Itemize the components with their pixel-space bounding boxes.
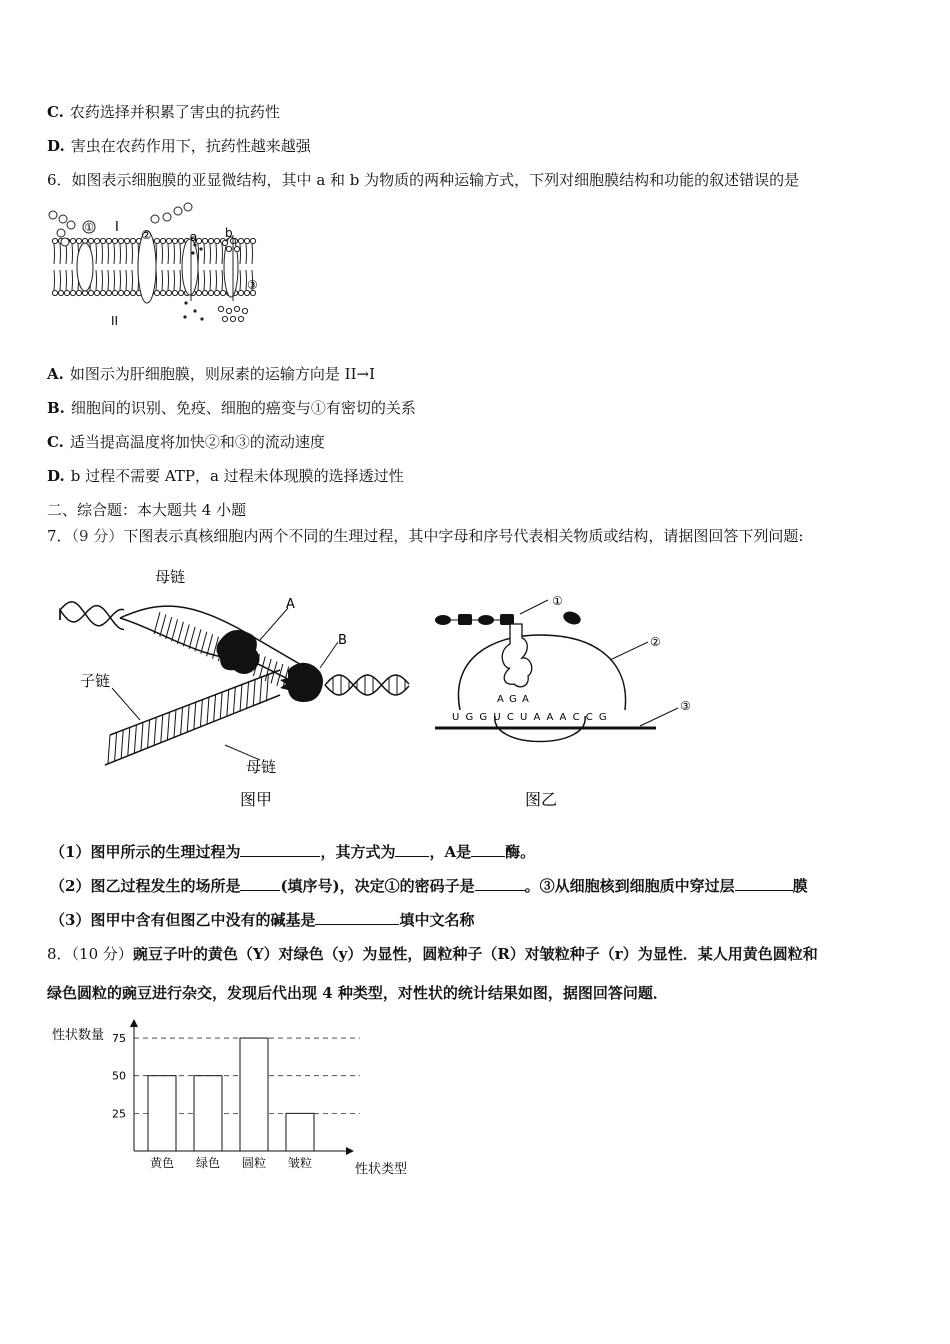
base-pair xyxy=(115,732,117,760)
question-number: 8． xyxy=(47,945,72,963)
question-score: （10 分） xyxy=(71,945,133,963)
pointer-2 xyxy=(610,642,648,660)
question-score: （9 分） xyxy=(71,527,124,545)
base-pair xyxy=(253,679,255,707)
y-axis-label: 性状数量 xyxy=(52,1028,105,1043)
base-pair xyxy=(177,622,183,644)
lipid-tail xyxy=(54,270,55,290)
lipid-tail xyxy=(216,270,217,290)
label-I: I xyxy=(115,220,119,235)
lipid-tail xyxy=(168,244,169,264)
base-pair xyxy=(266,674,268,702)
label-1: ① xyxy=(84,221,94,234)
base-pair xyxy=(161,715,163,743)
lipid-tail xyxy=(162,244,163,264)
lipid-tail xyxy=(114,244,115,264)
base-pair xyxy=(141,722,143,750)
lipid-head xyxy=(130,290,135,295)
lipid-head xyxy=(124,290,129,295)
lipid-head xyxy=(52,290,57,295)
option-text: 害虫在农药作用下，抗药性越来越强 xyxy=(70,137,311,155)
answer-blank[interactable] xyxy=(395,842,429,857)
peptide-chain xyxy=(435,609,583,626)
lower-hatch xyxy=(108,674,268,763)
lipid-head xyxy=(100,290,105,295)
section-title: 二、综合题：本大题共 4 小题 xyxy=(47,501,247,519)
lipid-tail xyxy=(132,270,133,290)
lipid-head xyxy=(250,238,255,243)
label-mother-top: 母链 xyxy=(155,568,186,586)
label-a: a xyxy=(190,230,198,244)
q6-option-d xyxy=(47,466,404,486)
x-tick-label: 圆粒 xyxy=(241,1156,267,1170)
sub-label: （2） xyxy=(50,877,91,895)
option-letter: A. xyxy=(47,365,64,383)
lipid-tail xyxy=(126,244,127,264)
base-pair xyxy=(260,676,262,704)
bar-黄色 xyxy=(148,1076,176,1151)
lipid-tail xyxy=(222,270,223,290)
base-pair xyxy=(227,689,229,717)
lipid-tail xyxy=(204,244,205,264)
lipid-head xyxy=(172,290,177,295)
label-mother-bottom: 母链 xyxy=(246,758,277,776)
y-tick-label: 75 xyxy=(112,1032,126,1046)
q7-sub3 xyxy=(50,910,474,930)
caption-jia: 图甲 xyxy=(240,790,273,809)
x-tick-label: 黄色 xyxy=(149,1156,175,1170)
base-pair xyxy=(181,707,183,735)
base-pair xyxy=(148,720,150,748)
lipid-head xyxy=(88,238,93,243)
lipid-head xyxy=(178,290,183,295)
lower-strand xyxy=(110,670,280,735)
option-letter: D. xyxy=(47,137,65,155)
pointer-B xyxy=(320,642,338,668)
bar-皱粒 xyxy=(286,1113,314,1151)
x-tick-label: 绿色 xyxy=(195,1156,221,1170)
lipid-head xyxy=(154,238,159,243)
ribosome-large xyxy=(458,635,625,710)
lipid-head xyxy=(178,238,183,243)
helix-strand xyxy=(325,675,409,695)
base-pair xyxy=(167,712,169,740)
lipid-tail xyxy=(240,244,241,264)
q6-option-a xyxy=(47,364,375,384)
lipid-tail xyxy=(252,244,253,264)
lipid-head xyxy=(94,238,99,243)
answer-blank[interactable] xyxy=(240,842,320,857)
lipid-head xyxy=(160,290,165,295)
lipid-head xyxy=(154,290,159,295)
base-pair xyxy=(195,629,201,651)
q5-option-c xyxy=(47,102,280,122)
cell-membrane-figure xyxy=(45,205,265,330)
lipid-head xyxy=(202,238,207,243)
lipid-tail xyxy=(120,244,121,264)
lipid-head xyxy=(64,290,69,295)
trait-bar-chart xyxy=(50,1015,430,1185)
pointer-A xyxy=(260,608,288,640)
protein-4 xyxy=(224,237,238,297)
label-II: II xyxy=(111,314,119,328)
base-pair xyxy=(220,691,222,719)
lipid-tail xyxy=(60,270,61,290)
lipid-tail xyxy=(72,244,73,264)
q7-stem xyxy=(47,526,803,546)
option-text: 适当提高温度将加快②和③的流动速度 xyxy=(69,433,325,451)
q7-sub1 xyxy=(50,842,535,862)
label-1: ① xyxy=(552,594,563,608)
lipid-tail xyxy=(102,270,103,290)
label-B: B xyxy=(338,633,347,648)
lipid-tail xyxy=(108,244,109,264)
lipid-head xyxy=(100,238,105,243)
lipid-head xyxy=(112,290,117,295)
label-2: ② xyxy=(141,228,152,242)
base-pair xyxy=(166,617,172,639)
q5-option-d xyxy=(47,136,311,156)
helix-strand xyxy=(60,606,124,630)
lipid-head xyxy=(244,238,249,243)
label-b: b xyxy=(225,226,233,240)
base-pair xyxy=(207,634,213,656)
lipid-head xyxy=(118,290,123,295)
q8-stem-line2: 绿色圆粒的豌豆进行杂交，发现后代出现 4 种类型，对性状的统计结果如图，据图回答问题． xyxy=(47,984,668,1002)
lipid-tail xyxy=(132,244,133,264)
lipid-head xyxy=(106,290,111,295)
answer-blank[interactable] xyxy=(475,876,525,891)
lipid-tail xyxy=(240,270,241,290)
base-pair xyxy=(172,619,178,641)
figure-yi-translation xyxy=(430,590,700,810)
option-text: 如图示为肝细胞膜，则尿素的运输方向是 II→I xyxy=(69,365,375,383)
figure-jia-dna-replication xyxy=(50,560,420,810)
sub-text: 酶。 xyxy=(505,843,536,861)
bar-绿色 xyxy=(194,1076,222,1151)
mrna-sequence: U G G U C U A A A C C G xyxy=(452,712,609,723)
label-A: A xyxy=(286,597,295,612)
label-3: ③ xyxy=(247,278,258,292)
lipid-tail xyxy=(66,270,67,290)
option-letter: C. xyxy=(47,103,64,121)
base-pair xyxy=(247,681,249,709)
lipid-tail xyxy=(216,244,217,264)
lipid-head xyxy=(202,290,207,295)
lipid-tail xyxy=(210,244,211,264)
answer-blank[interactable] xyxy=(240,876,280,891)
base-pair xyxy=(207,697,209,725)
lipid-tail xyxy=(180,270,181,290)
lipid-head xyxy=(208,238,213,243)
lipid-tail xyxy=(210,270,211,290)
lipid-tail xyxy=(222,244,223,264)
label-child: 子链 xyxy=(80,672,111,690)
lipid-head xyxy=(118,238,123,243)
enzyme-A xyxy=(216,630,259,674)
anticodon: A G A xyxy=(497,694,530,705)
base-pair xyxy=(174,709,176,737)
sub-label: （1） xyxy=(50,843,91,861)
base-pair xyxy=(194,702,196,730)
question-text: 豌豆子叶的黄色（Y）对绿色（y）为显性，圆粒种子（R）对皱粒种子（r）为显性．某人用黄色圆粒和 xyxy=(132,945,818,963)
q6-stem: 6．如图表示细胞膜的亚显微结构，其中 a 和 b 为物质的两种运输方式，下列对细胞膜结构和功能的叙述错误的是 xyxy=(47,171,800,189)
lipid-tail xyxy=(102,244,103,264)
lipid-tail xyxy=(204,270,205,290)
option-text: 农药选择并积累了害虫的抗药性 xyxy=(69,103,280,121)
pointer-child xyxy=(112,688,140,720)
lipid-tail xyxy=(162,270,163,290)
x-axis-label: 性状类型 xyxy=(355,1162,408,1177)
lipid-head xyxy=(220,290,225,295)
sub-text: (填序号)，决定①的密码子是 xyxy=(280,877,475,895)
lipid-tail xyxy=(168,270,169,290)
y-tick-label: 50 xyxy=(112,1069,126,1083)
label-3: ③ xyxy=(680,699,691,713)
lipid-tail xyxy=(174,244,175,264)
lipid-tail xyxy=(96,270,97,290)
lipid-head xyxy=(172,238,177,243)
question-text: 下图表示真核细胞内两个不同的生理过程，其中字母和序号代表相关物质或结构，请据图回答下列问题: xyxy=(123,527,804,545)
lipid-head xyxy=(166,290,171,295)
base-pair xyxy=(187,704,189,732)
base-pair xyxy=(154,717,156,745)
lipid-tail xyxy=(126,270,127,290)
sub-text: 图甲中含有但图乙中没有的碱基是 xyxy=(90,911,316,929)
lipid-head xyxy=(214,290,219,295)
lipid-tail xyxy=(96,244,97,264)
lipid-tail xyxy=(54,244,55,264)
lipid-head xyxy=(76,238,81,243)
answer-blank[interactable] xyxy=(315,910,399,925)
lipid-tail xyxy=(174,270,175,290)
unwound-helix xyxy=(325,675,409,695)
lipid-head xyxy=(214,238,219,243)
y-tick-label: 25 xyxy=(112,1107,126,1121)
lipid-head xyxy=(130,238,135,243)
answer-blank[interactable] xyxy=(735,876,793,891)
sub-text: 图甲所示的生理过程为 xyxy=(90,843,241,861)
q6-option-c xyxy=(47,432,325,452)
sub-text: 是 xyxy=(456,843,472,861)
lipid-head xyxy=(196,290,201,295)
x-axis-arrow xyxy=(346,1147,354,1155)
bar-圆粒 xyxy=(240,1038,268,1151)
sub-text: A xyxy=(444,843,457,861)
q6-option-b xyxy=(47,398,416,418)
sub-text: ，其方式为 xyxy=(320,843,396,861)
lipid-head xyxy=(76,290,81,295)
lipid-head xyxy=(88,290,93,295)
base-pair xyxy=(154,612,160,634)
protein-3 xyxy=(182,239,198,295)
lipid-head xyxy=(166,238,171,243)
base-pair xyxy=(189,627,195,649)
lipid-tail xyxy=(114,270,115,290)
base-pair xyxy=(121,730,123,758)
base-pair xyxy=(200,699,202,727)
caption-yi: 图乙 xyxy=(525,790,558,809)
lipid-head xyxy=(94,290,99,295)
lipid-tail xyxy=(66,244,67,264)
lipid-tail xyxy=(108,270,109,290)
lipid-head xyxy=(160,238,165,243)
x-tick-label: 皱粒 xyxy=(287,1156,313,1170)
sub-text: 。③从细胞核到细胞质中穿过层 xyxy=(524,877,735,895)
y-axis-arrow xyxy=(130,1019,138,1027)
base-pair xyxy=(240,684,242,712)
lipid-tail xyxy=(120,270,121,290)
sub-label: （3） xyxy=(50,911,91,929)
trna xyxy=(502,624,532,687)
lipid-head xyxy=(106,238,111,243)
option-letter: B. xyxy=(47,399,65,417)
lipid-tail xyxy=(72,270,73,290)
lipid-tail xyxy=(60,244,61,264)
sub-text: 填中文名称 xyxy=(399,911,475,929)
sub-text: 图乙过程发生的场所是 xyxy=(90,877,241,895)
sub-text: 膜 xyxy=(792,877,808,895)
base-pair xyxy=(108,735,110,763)
base-pair xyxy=(134,725,136,753)
base-pair xyxy=(183,624,189,646)
pointer-1 xyxy=(520,600,548,614)
base-pair xyxy=(233,686,235,714)
sub-text: ， xyxy=(429,843,445,861)
lipid-head xyxy=(238,238,243,243)
answer-blank[interactable] xyxy=(471,842,505,857)
option-letter: C. xyxy=(47,433,64,451)
lipid-head xyxy=(238,290,243,295)
lipid-tail xyxy=(180,244,181,264)
base-pair xyxy=(214,694,216,722)
question-number: 7． xyxy=(47,527,72,545)
pointer-3 xyxy=(640,708,678,726)
lipid-head xyxy=(112,238,117,243)
protein-1 xyxy=(77,243,93,291)
q7-sub2 xyxy=(50,876,808,896)
option-letter: D. xyxy=(47,467,65,485)
base-pair xyxy=(201,632,207,654)
label-2: ② xyxy=(650,635,661,649)
lipid-head xyxy=(58,290,63,295)
option-text: 细胞间的识别、免疫、细胞的癌变与①有密切的关系 xyxy=(70,399,416,417)
lipid-head xyxy=(70,238,75,243)
option-text: b 过程不需要 ATP，a 过程未体现膜的选择透过性 xyxy=(70,467,404,485)
helix-strand xyxy=(325,675,409,695)
lipid-head xyxy=(208,290,213,295)
base-pair xyxy=(160,614,166,636)
parent-helix xyxy=(60,602,124,630)
lipid-tail xyxy=(246,244,247,264)
base-pair xyxy=(277,664,283,686)
q8-stem-line1 xyxy=(47,944,818,964)
lipid-head xyxy=(52,238,57,243)
enzyme-B xyxy=(280,663,323,702)
lipid-head xyxy=(70,290,75,295)
base-pair xyxy=(128,727,130,755)
lipid-head xyxy=(124,238,129,243)
